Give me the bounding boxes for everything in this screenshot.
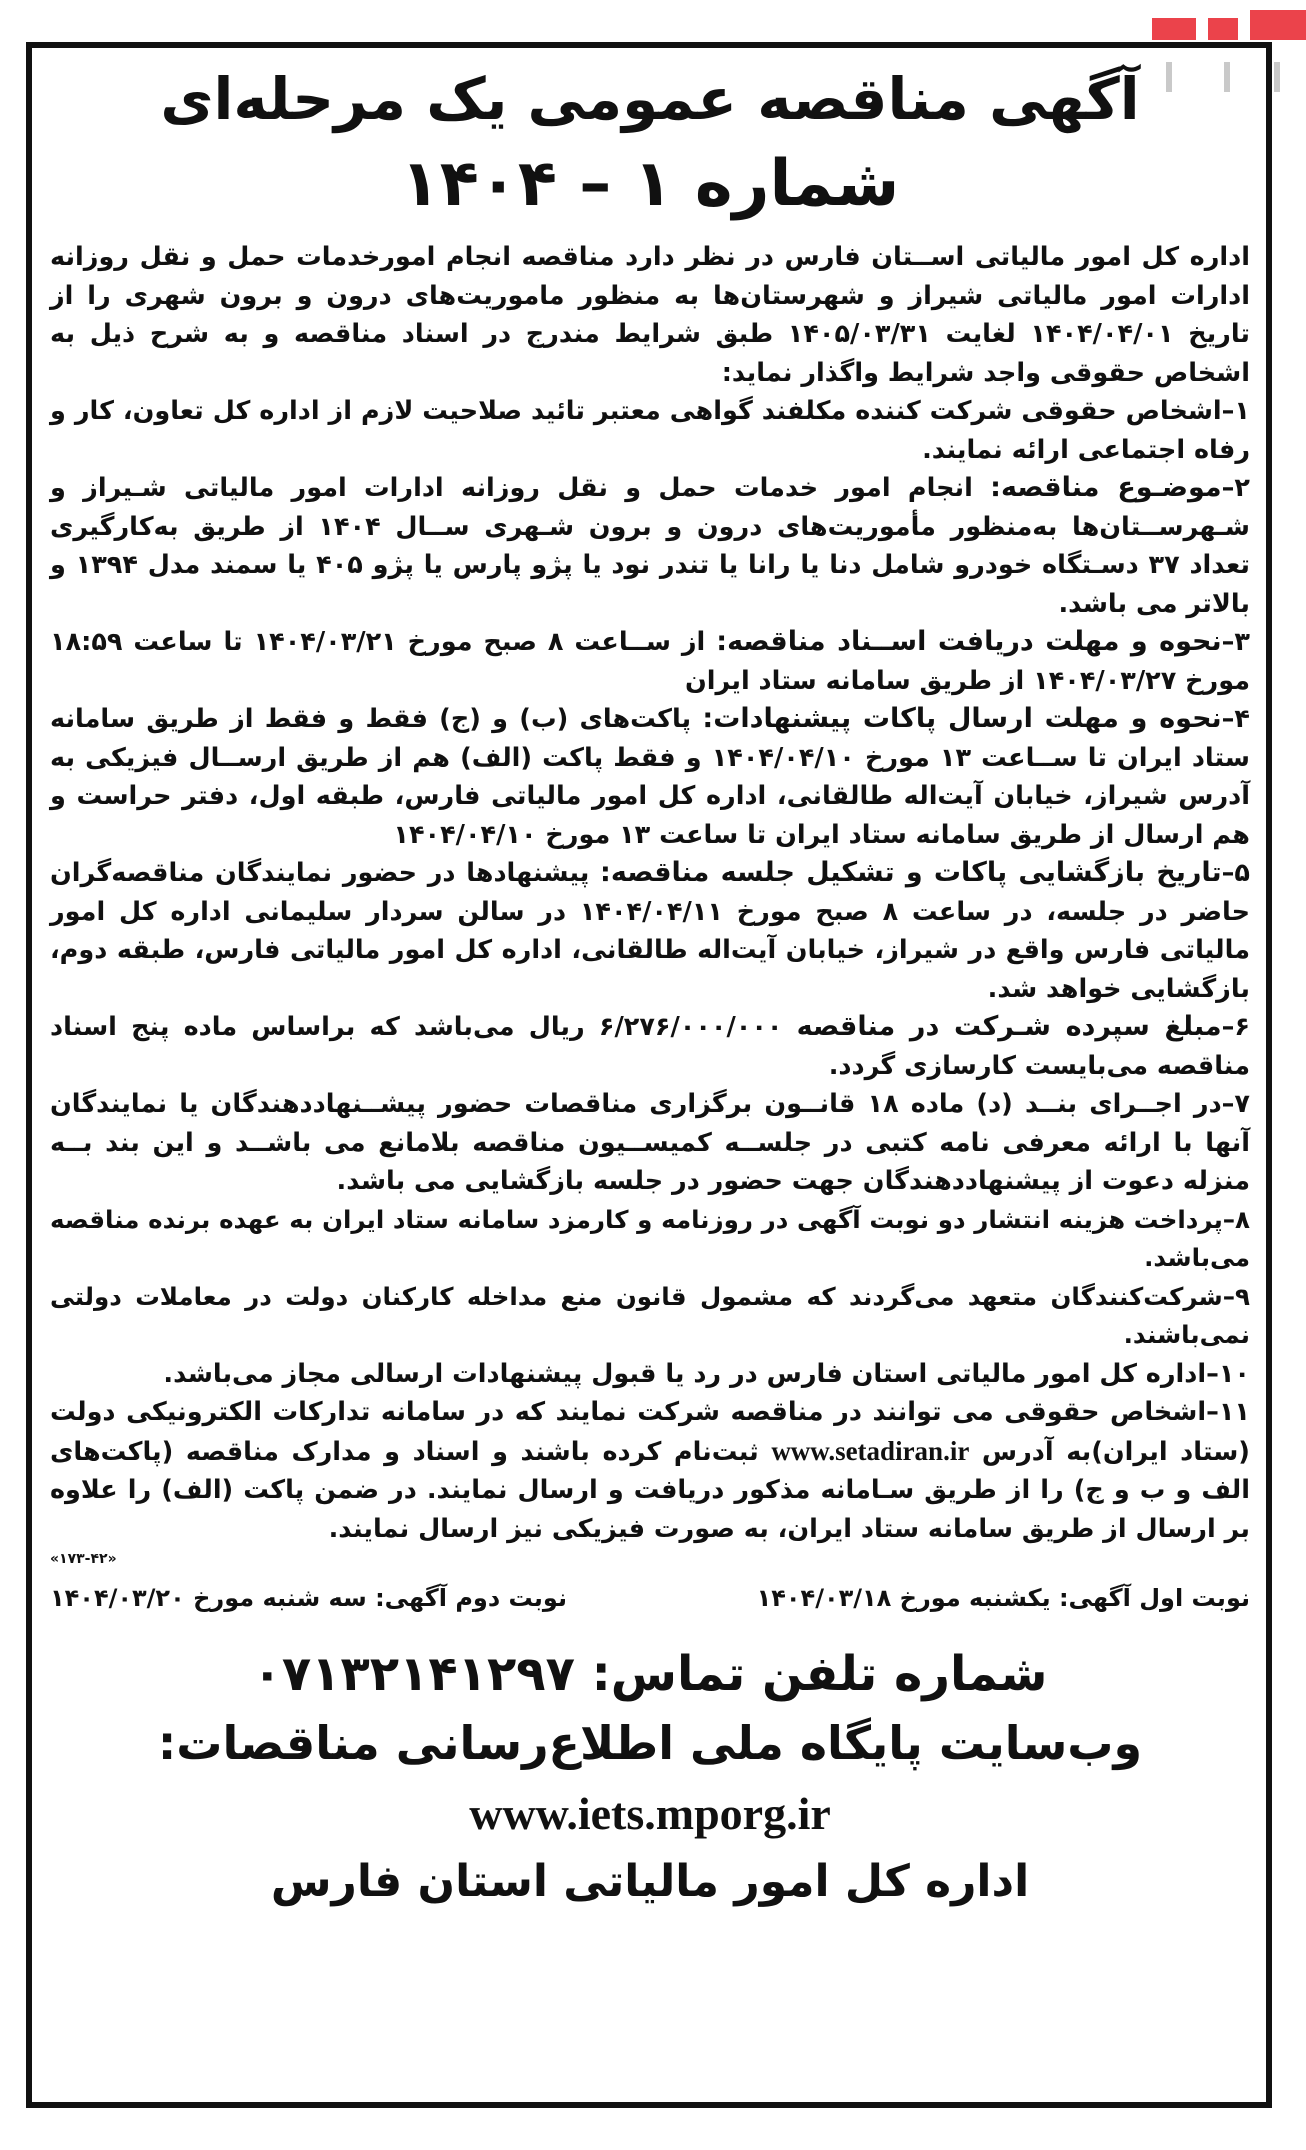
second-notice-date: نوبت دوم آگهی: سه شنبه مورخ ۱۴۰۴/۰۳/۲۰ — [50, 1584, 567, 1612]
item-number: ۱– — [1221, 396, 1250, 426]
item-text: ۶/۲۷۶/۰۰۰/۰۰۰ ریال می‌باشد که براساس ماده پنج اسناد مناقصه می‌بایست کارسازی گردد. — [50, 1012, 1250, 1081]
item-text: از ســاعت ۸ صبح مورخ ۱۴۰۴/۰۳/۲۱ تا ساعت ۱۸:۵۹ مورخ ۱۴۰۴/۰۳/۲۷ از طریق سامانه ستاد ایران — [50, 627, 1250, 696]
item-11 — [50, 1393, 1250, 1548]
notice-title: آگهی مناقصه عمومی یک مرحله‌ای — [160, 65, 1140, 133]
item-5 — [50, 854, 1250, 1008]
item-text: اشخاص حقوقی شرکت کننده مکلفند گواهی معتبر تائید صلاحیت لازم از اداره کل تعاون، کار و رفاه اجتماعی ارائه نمایند. — [50, 396, 1250, 465]
contact-phone — [50, 1640, 1250, 1708]
item-heading: موضـوع مناقصه: — [990, 472, 1222, 503]
item-heading: نحوه و مهلت دریافت اســناد مناقصه: — [716, 626, 1222, 657]
phone-number: ۰۷۱۳۲۱۴۱۲۹۷ — [252, 1646, 575, 1702]
item-7 — [50, 1085, 1250, 1201]
intro-paragraph: اداره کل امور مالیاتی اســتان فارس در نظر دارد مناقصه انجام امورخدمات حمل و نقل روزانه ادارات امور مالیاتی شیراز و شهرستان‌ها به منظور ماموریت‌های درون و برون شهری را از تاریخ ۱۴۰۴/۰۴/۰۱ لغایت ۱۴۰۵/۰۳/۳۱ طبق شرایط مندرج در اسناد مناقصه و به شرح ذیل به اشخاص حقوقی واجد شرایط واگذار نماید: — [50, 242, 1250, 388]
item-2 — [50, 469, 1250, 623]
item-number: ۱۱– — [1206, 1397, 1250, 1427]
item-number: ۳– — [1221, 627, 1250, 657]
item-3 — [50, 623, 1250, 700]
phone-label: شماره تلفن تماس: — [591, 1646, 1048, 1702]
item-text: پرداخت هزینه انتشار دو نوبت آگهی در روزنامه و کارمزد سامانه ستاد ایران به عهده برنده مناقصه می‌باشد. — [50, 1204, 1250, 1272]
setadiran-url: www.setadiran.ir — [771, 1435, 970, 1466]
item-text: در اجــرای بنــد (د) ماده ۱۸ قانــون برگزاری مناقصات حضور پیشــنهاددهندگان یا نمایندگان آنها با ارائه معرفی نامه کتبی در جلســه کمیســیون مناقصه بلامانع می باشــد و این بند بــه منزله دعوت از پیشنهاددهندگان جهت حضور در جلسه بازگشایی می باشد. — [50, 1089, 1250, 1196]
item-text: پیشنهادها در حضور نمایندگان مناقصه‌گران حاضر در جلسه، در ساعت ۸ صبح مورخ ۱۴۰۴/۰۴/۱۱ در سالن سردار سلیمانی اداره کل امور مالیاتی فارس واقع در شیراز، خیابان آیت‌اله طالقانی، اداره کل امور مالیاتی فارس، طبقه دوم، بازگشایی خواهد شد. — [50, 858, 1250, 1004]
website-url: www.iets.mporg.ir — [469, 1788, 831, 1839]
first-notice-date: نوبت اول آگهی: یکشنبه مورخ ۱۴۰۴/۰۳/۱۸ — [756, 1584, 1250, 1612]
item-number: ۸– — [1222, 1204, 1250, 1234]
item-number: ۴– — [1221, 704, 1250, 734]
item-1 — [50, 392, 1250, 469]
item-heading: تاریخ بازگشایی پاکات و تشکیل جلسه مناقصه: — [600, 857, 1222, 888]
item-text: شرکت‌کنندگان متعهد می‌گردند که مشمول قانون منع مداخله کارکنان دولت در معاملات دولتی نمی‌باشند. — [50, 1281, 1250, 1349]
item-8 — [50, 1201, 1250, 1278]
item-text: ثبت‌نام کرده باشند و اسناد و مدارک مناقصه (پاکت‌های الف و ب و ج) را از طریق سـامانه مذکور دریافت و ارسال نمایند. در ضمن پاکت (الف) را علاوه بر ارسال از طریق سامانه ستاد ایران، به صورت فیزیکی نیز ارسال نمایند. — [50, 1436, 1250, 1544]
publication-dates — [50, 1578, 1250, 1618]
item-6 — [50, 1008, 1250, 1085]
item-text: انجام امور خدمات حمل و نقل روزانه ادارات امور مالیاتی شـیراز و شـهرســتان‌ها به‌منظور مأموریت‌های درون و برون شـهری ســال ۱۴۰۴ از طریق به‌کارگیری تعداد ۳۷ دسـتگاه خودرو شامل دنا یا رانا یا تندر نود یا پژو پارس یا پژو ۴۰۵ یا سمند مدل ۱۳۹۴ و بالاتر می باشد. — [50, 473, 1251, 619]
item-9 — [50, 1278, 1250, 1355]
item-number: ۹– — [1222, 1281, 1250, 1311]
item-4 — [50, 700, 1250, 854]
issuing-organization: اداره کل امور مالیاتی استان فارس — [270, 1856, 1030, 1907]
item-number: ۷– — [1221, 1089, 1250, 1119]
item-10 — [50, 1355, 1250, 1394]
tender-notice — [50, 58, 1250, 1915]
tender-website — [50, 1708, 1250, 1849]
reference-code: «۱۷۳-۴۲» — [50, 1551, 117, 1567]
item-text: پاکت‌های (ب) و (ج) فقط و فقط از طریق سامانه ستاد ایران تا ســاعت ۱۳ مورخ ۱۴۰۴/۰۴/۱۰ و فقط پاکت (الف) هم از طریق ارســال فیزیکی به آدرس شیراز، خیابان آیت‌اله طالقانی، اداره کل امور مالیاتی فارس، طبقه اول، دفتر حراست و هم ارسال از طریق سامانه ستاد ایران تا ساعت ۱۳ مورخ ۱۴۰۴/۰۴/۱۰ — [50, 704, 1250, 850]
item-heading: مبلغ سپرده شـرکت در مناقصه — [796, 1011, 1222, 1042]
item-number: ۶– — [1221, 1012, 1250, 1042]
item-number: ۱۰– — [1206, 1358, 1250, 1389]
item-text: اداره کل امور مالیاتی استان فارس در رد یا قبول پیشنهادات ارسالی مجاز می‌باشد. — [163, 1358, 1207, 1389]
notice-number: شماره ۱ – ۱۴۰۴ — [400, 147, 900, 221]
item-number: ۲– — [1221, 473, 1250, 503]
item-text: اشخاص حقوقی می توانند در مناقصه شرکت نمایند که در سامانه تدارکات الکترونیکی دولت (ستاد ایران)به آدرس — [50, 1397, 1250, 1467]
website-label: وب‌سایت پایگاه ملی اطلاع‌رسانی مناقصات: — [157, 1716, 1143, 1770]
item-heading: نحوه و مهلت ارسال پاکات پیشنهادات: — [702, 703, 1222, 734]
item-number: ۵– — [1221, 858, 1250, 888]
